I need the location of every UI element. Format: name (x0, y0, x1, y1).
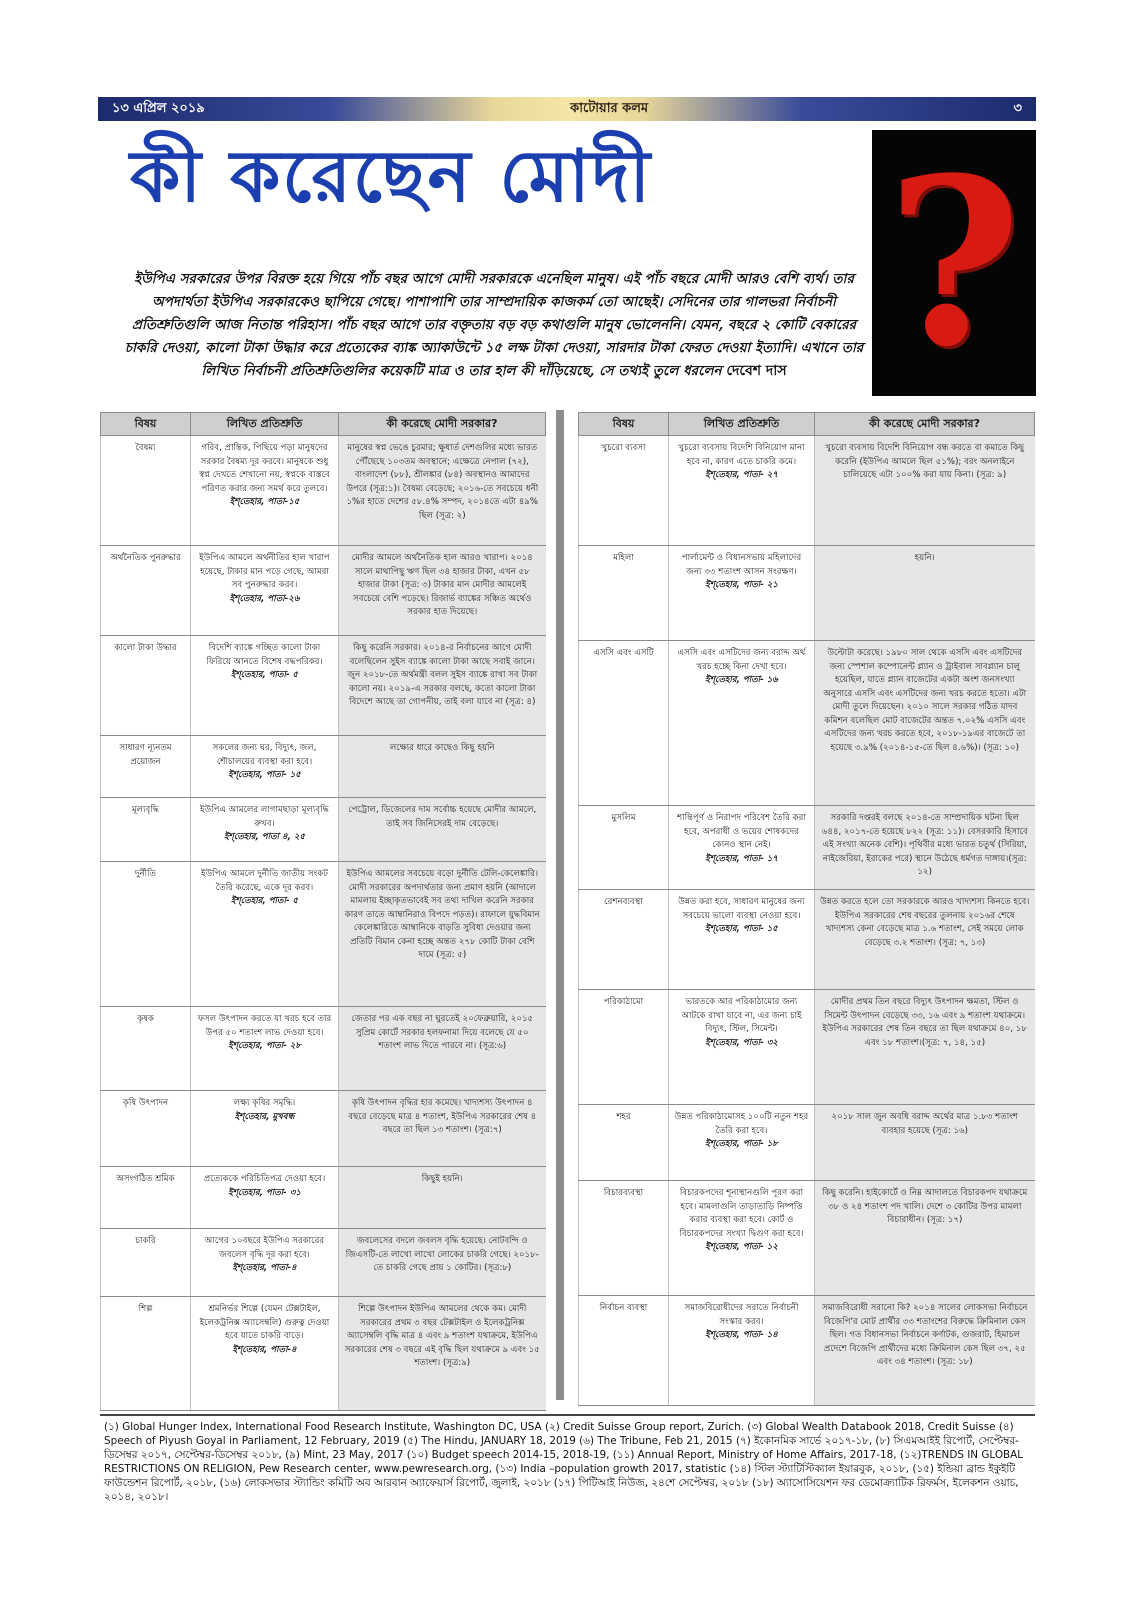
row-actual: খুচরো ব্যবসায় বিদেশি বিনিয়োগ বন্ধ করতে বা কমাতে কিছু করেনি (ইউপিএ আমলে ছিল ৫১%); বরং অনলাইনে চালিয়েছে এটা ১০০% করা যায় কিনা। (সূত্র: ৯) (815, 436, 1035, 546)
intro-text: ইউপিএ সরকারের উপর বিরক্ত হয়ে গিয়ে পাঁচ বছর আগে মোদী সরকারকে এনেছিল মানুষ। এই পাঁচ বছরে মোদী আরও বেশি ব্যর্থ। তার অপদার্থতা ইউপিএ সরকারকেও ছাপিয়ে গেছে। পাশাপাশি তার সাম্প্রদায়িক কাজকর্ম তো আছেই। সেদিনের তার গালভরা নির্বাচনী প্রতিশ্রুতিগুলি আজ নিতান্ত পরিহাস। পাঁচ বছর আগে তার বক্তৃতায় বড় বড় কথাগুলি মানুষ ভোলেননি। যেমন, বছরে ২ কোটি বেকারের চাকরি দেওয়া, কালো টাকা উদ্ধার করে প্রত্যেকের ব্যাঙ্ক অ্যাকাউন্টে ১৫ লক্ষ টাকা দেওয়া, সারদার টাকা ফেরত দেওয়া ইত্যাদি। এখানে তার লিখিত নির্বাচনী প্রতিশ্রুতিগুলির কয়েকটি মাত্র ও তার হাল কী দাঁড়িয়েছে, সে তথ্যই তুলে ধরলেন (124, 271, 864, 379)
col-header-actual: কী করেছে মোদী সরকার? (339, 413, 546, 436)
promise-text: খুচরো ব্যবসায় বিদেশি বিনিয়োগ মানা হবে না, কারণ এতে চাকরি কমে। (678, 443, 805, 467)
question-mark-graphic (872, 130, 1036, 396)
row-promise (191, 1007, 339, 1091)
row-actual: উন্নত করতে হলে তো সরকারকে আরও খাদ্যশস্য কিনতে হবে। ইউপিএ সরকারের শেষ বছরের তুলনায় ২০১৬র শেষে খাদ্যশস্য কেনা বেড়েছে মাত্র ১.৬ শতাংশ, সেই সময়ে লোক বেড়েছে ৩.২ শতাংশ। (সূত্র: ৭, ১৩) (815, 890, 1035, 990)
row-actual: মোদীর আমলে অর্থনৈতিক হাল আরও খারাপ। ২০১৪ সালে মাথাপিছু ঋণ ছিল ৩৪ হাজার টাকা, এখন ৫৮ হাজার টাকা (সূত্র: ৩) টাকার মান মোদীর আমলেই সবচেয়ে বেশি পড়েছে। রিজার্ভ ব্যাঙ্কের সঞ্চিত অর্থেও সরকার হাত দিয়েছে। (339, 546, 546, 636)
promise-text: গরিব, প্রান্তিক, পিছিয়ে পড়া মানুষদের সরকার বৈষম্য দূর করবে। মানুষকে শুধু স্বপ্ন দেখতে শেখানো নয়, স্বপ্নকে বাস্তবে পরিণত করার জন্য সমর্থ করে তুলবে। (199, 443, 330, 494)
promise-text: ইউপিএ আমলে দুর্নীতি জাতীয় সংকট তৈরি করেছে, একে দূর করব। (201, 869, 328, 893)
row-topic: পরিকাঠামো (579, 990, 669, 1105)
table-row (579, 806, 1035, 890)
row-topic: খুচরো ব্যবসা (579, 436, 669, 546)
intro-paragraph (118, 268, 870, 383)
row-actual: ২০১৮ সাল জুন অবধি বরাদ্দ অর্থের মাত্র ১.৮৩ শতাংশ ব্যবহার হয়েছে (সূত্র: ১৬) (815, 1105, 1035, 1181)
row-topic: কৃষি উৎপাদন (101, 1091, 191, 1167)
row-promise (191, 546, 339, 636)
row-topic: দুর্নীতি (101, 862, 191, 1007)
table-row (579, 436, 1035, 546)
table-row (101, 1091, 546, 1167)
table-body-left (101, 436, 546, 1411)
promise-text: ইউপিএ আমলে অর্থনীতির হাল খারাপ হয়েছে, টাকার মান পড়ে গেছে, আমরা সব পুনরুদ্ধার করব। (199, 553, 330, 590)
row-promise (191, 1297, 339, 1411)
row-promise (669, 806, 815, 890)
table-row (101, 1167, 546, 1229)
row-topic: নির্বাচন ব্যবস্থা (579, 1296, 669, 1406)
row-topic: মহিলা (579, 546, 669, 641)
row-promise (669, 890, 815, 990)
manifesto-source: ইশ্‌তেহার, পাতা- ১৪ (705, 1330, 778, 1340)
promise-text: ইউপিএ আমলের লাগামছাড়া মূল্যবৃদ্ধি রুখব। (200, 805, 329, 829)
manifesto-source: ইশ্‌তেহার, পাতা-৪ (232, 1263, 297, 1273)
row-actual: ইউপিএ আমলের সবচেয়ে বড়ো দুর্নীতি টেলি-কেলেঙ্কারি। মোদী সরকারের অপদার্থতার জন্য প্রমাণ হয়নি (আদালে মামলায় ইচ্ছাকৃতভাবেই সব তথ্য দাখিল করেনি সরকার কারণ তাতে আম্বানিরাও বিপদে পড়ত)। রাফালে যুদ্ধবিমান কেলেঙ্কারিতে আম্বানিকে বাড়তি সুবিধা দেওয়ার জন্য প্রতিটি বিমান কেনা হচ্ছে অন্তত ২৭৮ কোটি টাকা বেশি দামে (সূত্র: ৫) (339, 862, 546, 1007)
row-actual: লক্ষ্যের ধারে কাছেও কিছু হয়নি (339, 736, 546, 798)
manifesto-source: ইশ্‌তেহার, পাতা- ১৬ (705, 675, 778, 685)
manifesto-source: ইশ্‌তেহার, পাতা- ৫ (230, 896, 299, 906)
manifesto-source: ইশ্‌তেহার, পাতা- ১৫ (228, 770, 301, 780)
manifesto-source: ইশ্‌তেহার, পাতা-১৫ (229, 497, 300, 507)
row-actual: জবলেসের বদলে জবলস বৃদ্ধি হয়েছে। নোটবন্দি ও জিএসটি-তে লাখো লাখো লোকের চাকরি গেছে। ২০১৮-তে চাকরি গেছে প্রায় ১ কোটির। (সূত্র:৮) (339, 1229, 546, 1297)
promise-text: সকলের জন্য ঘর, বিদ্যুৎ, জল, শৌচালয়ের ব্যবস্থা করা হবে। (212, 743, 317, 767)
row-actual: উল্টোটা করেছে। ১৯৮০ সাল থেকে এসসি এবং এসটিদের জন্য স্পেশাল কম্পোনেন্ট প্ল্যান ও ট্রাইবাল সাবপ্ল্যান চালু হয়েছিল, যাতে প্ল্যান বাজেটের একটা অংশ জনসংখ্যা অনুসারে এসসি এবং এসটিদের জন্য খরচ করতে হতো। এটা মোদী তুলে দিয়েছেন। ২০১০ সালে সরকার গঠিত যাদব কমিশন বলেছিল মোট বাজেটের অন্তত ৭.০২% এসসি এবং এসটিদের জন্য খরচ করতে হবে, ২০১৮-১৯এর বাজেটে তা হয়েছে ৩.৯% (২০১৪-১৫-তে ছিল ৪.৬%)। (সূত্র: ১০) (815, 641, 1035, 806)
row-actual: জেতার পর এক বছর না ঘুরতেই ২০ফেব্রুয়ারি, ২০১৫ সুপ্রিম কোর্টে সরকার হলফনামা দিয়ে বলেছে যে ৫০ শতাংশ লাভ দিতে পারবে না। (সূত্র:৬) (339, 1007, 546, 1091)
manifesto-source: ইশ্‌তেহার, পাতা-২৬ (229, 593, 300, 604)
table-header-row (101, 413, 546, 436)
promise-text: উন্নত পরিকাঠামোসহ ১০০টি নতুন শহর তৈরি করা হবে। (674, 1112, 809, 1136)
manifesto-source: ইশ্‌তেহার, পাতা- ২১ (705, 580, 778, 590)
row-topic: রেশনব্যবস্থা (579, 890, 669, 990)
col-header-topic: বিষয় (101, 413, 191, 436)
table-row (101, 862, 546, 1007)
row-promise (191, 1229, 339, 1297)
manifesto-source: ইশ্‌তেহার, পাতা- ৫ (230, 670, 299, 680)
row-actual: কিছু করেনি সরকার। ২০১৪-র নির্বাচনের আগে মোদী বলেছিলেন সুইস ব্যাঙ্কে কালো টাকা আছে সবাই জানে। জুন ২০১৮-তে অর্থমন্ত্রী বলল সুইস ব্যাঙ্কে রাখা সব টাকা কালো নয়। ২০১৯-এ সরকার বলছে, কতো কালো টাকা বিদেশে আছে তা গোপনীয়, তাই বলা যাবে না (সূত্র: ৪) (339, 636, 546, 736)
red-question-mark-icon: ? (886, 128, 1022, 398)
page-headline: কী করেছেন মোদী (130, 133, 653, 218)
row-actual: পেট্রোল, ডিজেলের দাম সর্বোচ্চ হয়েছে মোদীর আমলে, তাই সব জিনিসেরই দাম বেড়েছে। (339, 798, 546, 862)
promises-table-right (578, 412, 1035, 1406)
row-topic: বৈষম্য (101, 436, 191, 546)
row-topic: চাকরি (101, 1229, 191, 1297)
manifesto-source: ইশ্‌তেহার, পাতা- ৩২ (705, 1037, 778, 1048)
promise-text: ভারতকে আর পরিকাঠামোর জন্য আটকে রাখা যাবে না, এর জন্য চাই বিদ্যুৎ, স্টিল, সিমেন্ট। (681, 997, 802, 1034)
source-footnotes: (১) Global Hunger Index, International Food Research Institute, Washington DC, USA (২) Credit Suisse Group report, Zurich. (৩) Global Wealth Databook 2018, Credit Suisse (৪) Speech of Piyush Goyal in Parliament, 12 February, 2019 (৫) The Hindu, JANUARY 18, 2019 (৬) The Tribune, Feb 21, 2015 (৭) ইকোনমিক সার্ভে ২০১৭-১৮, (৮) সিএমআইই রিপোর্ট, সেপ্টেম্বর-ডিসেম্বর ২০১৭, সেপ্টেম্বর-ডিসেম্বর ২০১৮, (৯) Mint, 23 May, 2017 (১০) Budget speech 2014-15, 2018-19, (১১) Annual Report, Ministry of Home Affairs, 2017-18, (১২)TRENDS IN GLOBAL RESTRICTIONS ON RELIGION, Pew Research center, www.pewresearch.org, (১৩) India –population growth 2017, statistic (১৪) স্টিল স্ট্যাটিস্টিক্যাল ইয়ারবুক, ২০১৮, (১৫) ইন্ডিয়া ব্রান্ড ইকুইটি ফাউন্ডেশন রিপোর্ট, ২০১৮, (১৬) লোকসভার স্ট্যান্ডিং কমিটি অব আরবান অ্যাফেয়ার্স রিপোর্ট, জুলাই, ২০১৮ (১৭) পিটিআই নিউজ, ২৪শে সেপ্টেম্বর, ২০১৮ (১৮) অ্যাসোসিয়েশন ফর ডেমোক্র্যাটিক রিফর্মস, ইলেকশন ওয়াচ, ২০১৪, ২০১৮। (104, 1421, 1024, 1503)
table-row (101, 798, 546, 862)
page-number: ৩ (1013, 100, 1022, 116)
row-promise (191, 1167, 339, 1229)
page-header-bar (98, 97, 1036, 121)
promise-text: লক্ষ্য কৃষির সমৃদ্ধি। (233, 1098, 296, 1108)
table-row (579, 546, 1035, 641)
manifesto-source: ইশ্‌তেহার, পাতা- ১৮ (705, 1139, 778, 1149)
manifesto-source: ইশ্‌তেহার, পাতা ৪, ২৫ (223, 832, 306, 842)
row-topic: সাধারণ ন্যূনতম প্রয়োজন (101, 736, 191, 798)
table-header-row (579, 413, 1035, 436)
manifesto-source: ইশ্‌তেহার, পাতা- ১৫ (705, 924, 778, 934)
row-promise (191, 1091, 339, 1167)
row-actual: মানুষের স্বপ্ন ভেঙে চুরমার; ক্ষুধার্ত দেশগুলির মধ্যে ভারত পৌঁছেছে ১০৩তম অবস্থানে; এক্ষেত্রে নেপাল (৭২), বাংলাদেশ (৮৮), শ্রীলঙ্কার (৮৪) অবস্থানও আমাদের উপরে (সূত্র:১)। বৈষম্য বেড়েছে; ২০১৬-তে সবচেয়ে ধনী ১%র হাতে দেশের ৫৮.৪% সম্পদ, ২০১৪তে এটা ৪৯% ছিল (সূত্র: ২) (339, 436, 546, 546)
col-header-actual: কী করেছে মোদী সরকার? (815, 413, 1035, 436)
promise-text: বিদেশি ব্যাঙ্কে গচ্ছিত কালো টাকা ফিরিয়ে আনতে বিশেষ বদ্ধপরিকর। (206, 643, 323, 667)
promise-text: প্রত্যেককে পরিচিতিপত্র দেওয়া হবে। (203, 1174, 326, 1184)
manifesto-source: ইশ্‌তেহার, পাতা- ২৮ (228, 1041, 301, 1051)
author-name: দেবেশ দাস (726, 363, 787, 379)
row-promise (191, 436, 339, 546)
manifesto-source: ইশ্‌তেহার, পাতা-৪ (232, 1344, 297, 1355)
table-row (579, 1181, 1035, 1296)
row-promise (669, 1181, 815, 1296)
table-row (101, 636, 546, 736)
row-promise (191, 736, 339, 798)
row-promise (669, 546, 815, 641)
row-topic: মুসলিম (579, 806, 669, 890)
row-promise (191, 798, 339, 862)
row-topic: শহর (579, 1105, 669, 1181)
promise-text: আগের ১০বছরে ইউপিএ সরকারের জবলেস বৃদ্ধি দূর করা হবে। (204, 1236, 325, 1260)
footer-divider (100, 1414, 1035, 1416)
row-actual: সরকারি দপ্তরই বলছে ২০১৪-তে সাম্প্রদায়িক ঘটনা ছিল ৬৪৪, ২০১৭-তে হয়েছে ৮২২ (সূত্র: ১১)। বেসরকারি হিসাবে এই সংখ্যা অনেক বেশি)। পৃথিবীর মধ্যে ভারত চতুর্থ (সিরিয়া, নাইজেরিয়া, ইরাকের পরে) স্থানে উঠেছে ধর্মগত দাঙ্গায়।(সূত্র: ১২) (815, 806, 1035, 890)
newspaper-name: কাটোয়ার কলম (570, 100, 649, 116)
promise-text: এসসি এবং এসটিদের জন্য বরাদ্দ অর্থ খরচ হচ্ছে কিনা দেখা হবে। (677, 648, 806, 672)
row-promise (191, 636, 339, 736)
issue-date: ১৩ এপ্রিল ২০১৯ (112, 100, 205, 116)
promise-text: শ্রমনির্ভর শিল্পে (যেমন টেক্সটাইল, ইলেকট্রনিক্স অ্যাসেম্বলি) গুরুত্ব দেওয়া হবে যাতে চাকরি বাড়ে। (199, 1304, 330, 1341)
promise-text: বিচারকপদের শূন্যস্থানগুলি পূরণ করা হবে। মামলাগুলি তাড়াতাড়ি নিষ্পত্তি করার ব্যবস্থা করা হবে। কোর্ট ও বিচারকপদের সংখ্যা দ্বিগুণ করা হবে। (679, 1188, 804, 1239)
row-topic: মূল্যবৃদ্ধি (101, 798, 191, 862)
manifesto-source: ইশ্‌তেহার, পাতা- ১৭ (705, 853, 778, 864)
row-promise (669, 990, 815, 1105)
column-divider (556, 410, 564, 1400)
table-row (579, 1105, 1035, 1181)
table-row (101, 546, 546, 636)
table-row (101, 736, 546, 798)
table-row (101, 1229, 546, 1297)
col-header-topic: বিষয় (579, 413, 669, 436)
row-promise (669, 641, 815, 806)
manifesto-source: ইশ্‌তেহার, পাতা- ১২ (705, 1242, 778, 1252)
row-actual: কৃষি উৎপাদন বৃদ্ধির হার কমেছে। খাদ্যশস্য উৎপাদন ৪ বছরে বেড়েছে মাত্র ৪ শতাংশ, ইউপিএ সরকারের শেষ ৪ বছরে তা ছিল ১৩ শতাংশ। (সূত্র:৭) (339, 1091, 546, 1167)
table-row (579, 890, 1035, 990)
row-actual: শিল্পে উৎপাদন ইউপিএ আমলের থেকে কম। মোদী সরকারের প্রথম ৩ বছর টেক্সটাইল ও ইলেকট্রনিক্স অ্যাসেম্বলি বৃদ্ধি মাত্র ৪ এবং ৯ শতাংশ যথাক্রমে, ইউপিএ সরকারের শেষ ৩ বছরে এই বৃদ্ধি ছিল যথাক্রমে ৯ এবং ১৫ শতাংশ। (সূত্র:৯) (339, 1297, 546, 1411)
row-promise (669, 1105, 815, 1181)
promise-text: শান্তিপূর্ণ ও নিরাপদ পরিবেশ তৈরি করা হবে, অপরাধী ও ভয়ের শোষকদের কোনও স্থান নেই। (677, 813, 806, 850)
promise-text: সমাজবিরোধীদের সরাতে নির্বাচনী সংস্কার করব। (684, 1303, 799, 1327)
table-row (101, 1007, 546, 1091)
table-row (579, 990, 1035, 1105)
table-row (101, 1297, 546, 1411)
row-actual: কিছুই হয়নি। (339, 1167, 546, 1229)
row-topic: অর্থনৈতিক পুনরুদ্ধার (101, 546, 191, 636)
row-topic: বিচারব্যবস্থা (579, 1181, 669, 1296)
row-promise (669, 436, 815, 546)
col-header-promise: লিখিত প্রতিশ্রুতি (669, 413, 815, 436)
table-row (101, 436, 546, 546)
manifesto-source: ইশ্‌তেহার, পাতা- ৩১ (228, 1187, 301, 1198)
promise-text: উন্নত করা হবে, সাধারণ মানুষের জন্য সবচেয়ে ভালো ব্যবস্থা নেওয়া হবে। (678, 897, 805, 921)
table-body-right (579, 436, 1035, 1406)
row-actual: মোদীর প্রথম তিন বছরে বিদ্যুৎ উৎপাদন ক্ষমতা, স্টিল ও সিমেন্ট উৎপাদন বেড়েছে ৩৩, ১৬ এবং ৯ শতাংশ যথাক্রমে। ইউপিএ সরকারের শেষ তিন বছরে তা ছিল যথাক্রমে ৪০, ১৮ এবং ১৮ শতাংশ।(সূত্র: ৭, ১৪, ১৫) (815, 990, 1035, 1105)
promises-table-left (100, 412, 546, 1411)
promise-text: ফসল উৎপাদন করতে যা খরচ হবে তার উপর ৫০ শতাংশ লাভ দেওয়া হবে। (197, 1014, 332, 1038)
row-actual: সমাজবিরোধী সরানো কি? ২০১৪ সালের লোকসভা নির্বাচনে বিজেপি'র মোট প্রার্থীর ৩৩ শতাংশের বিরুদ্ধে ক্রিমিনাল কেস ছিল। গত বিধানসভা নির্বাচনে কর্ণাটক, গুজরাট, হিমাচল প্রদেশে বিজেপি প্রার্থীদের মধ্যে ক্রিমিনাল কেস ছিল ৩৭, ২৫ এবং ৩৪ শতাংশ। (সূত্র: ১৮) (815, 1296, 1035, 1406)
col-header-promise: লিখিত প্রতিশ্রুতি (191, 413, 339, 436)
promise-text: পার্লামেন্ট ও বিধানসভায় মহিলাদের জন্য ৩৩ শতাংশ আসন সংরক্ষণ। (681, 553, 802, 577)
row-actual: হয়নি। (815, 546, 1035, 641)
row-topic: কৃষক (101, 1007, 191, 1091)
table-row (579, 641, 1035, 806)
row-topic: অসংগঠিত শ্রমিক (101, 1167, 191, 1229)
row-promise (191, 862, 339, 1007)
manifesto-source: ইশ্‌তেহার, পাতা- ২৭ (705, 470, 778, 480)
row-promise (669, 1296, 815, 1406)
table-row (579, 1296, 1035, 1406)
row-topic: কালো টাকা উদ্ধার (101, 636, 191, 736)
row-actual: কিছু করেনি। হাইকোর্টে ও নিম্ন আদালতে বিচারকপদ যথাক্রমে ৩৮ ও ২৪ শতাংশ পদ খালি। দেশে ৩ কোটির উপর মামলা বিচারাধীন। (সূত্র: ১৭) (815, 1181, 1035, 1296)
manifesto-source: ইশ্‌তেহার, মুখবন্ধ (234, 1111, 295, 1122)
row-topic: এসসি এবং এসটি (579, 641, 669, 806)
row-topic: শিল্প (101, 1297, 191, 1411)
